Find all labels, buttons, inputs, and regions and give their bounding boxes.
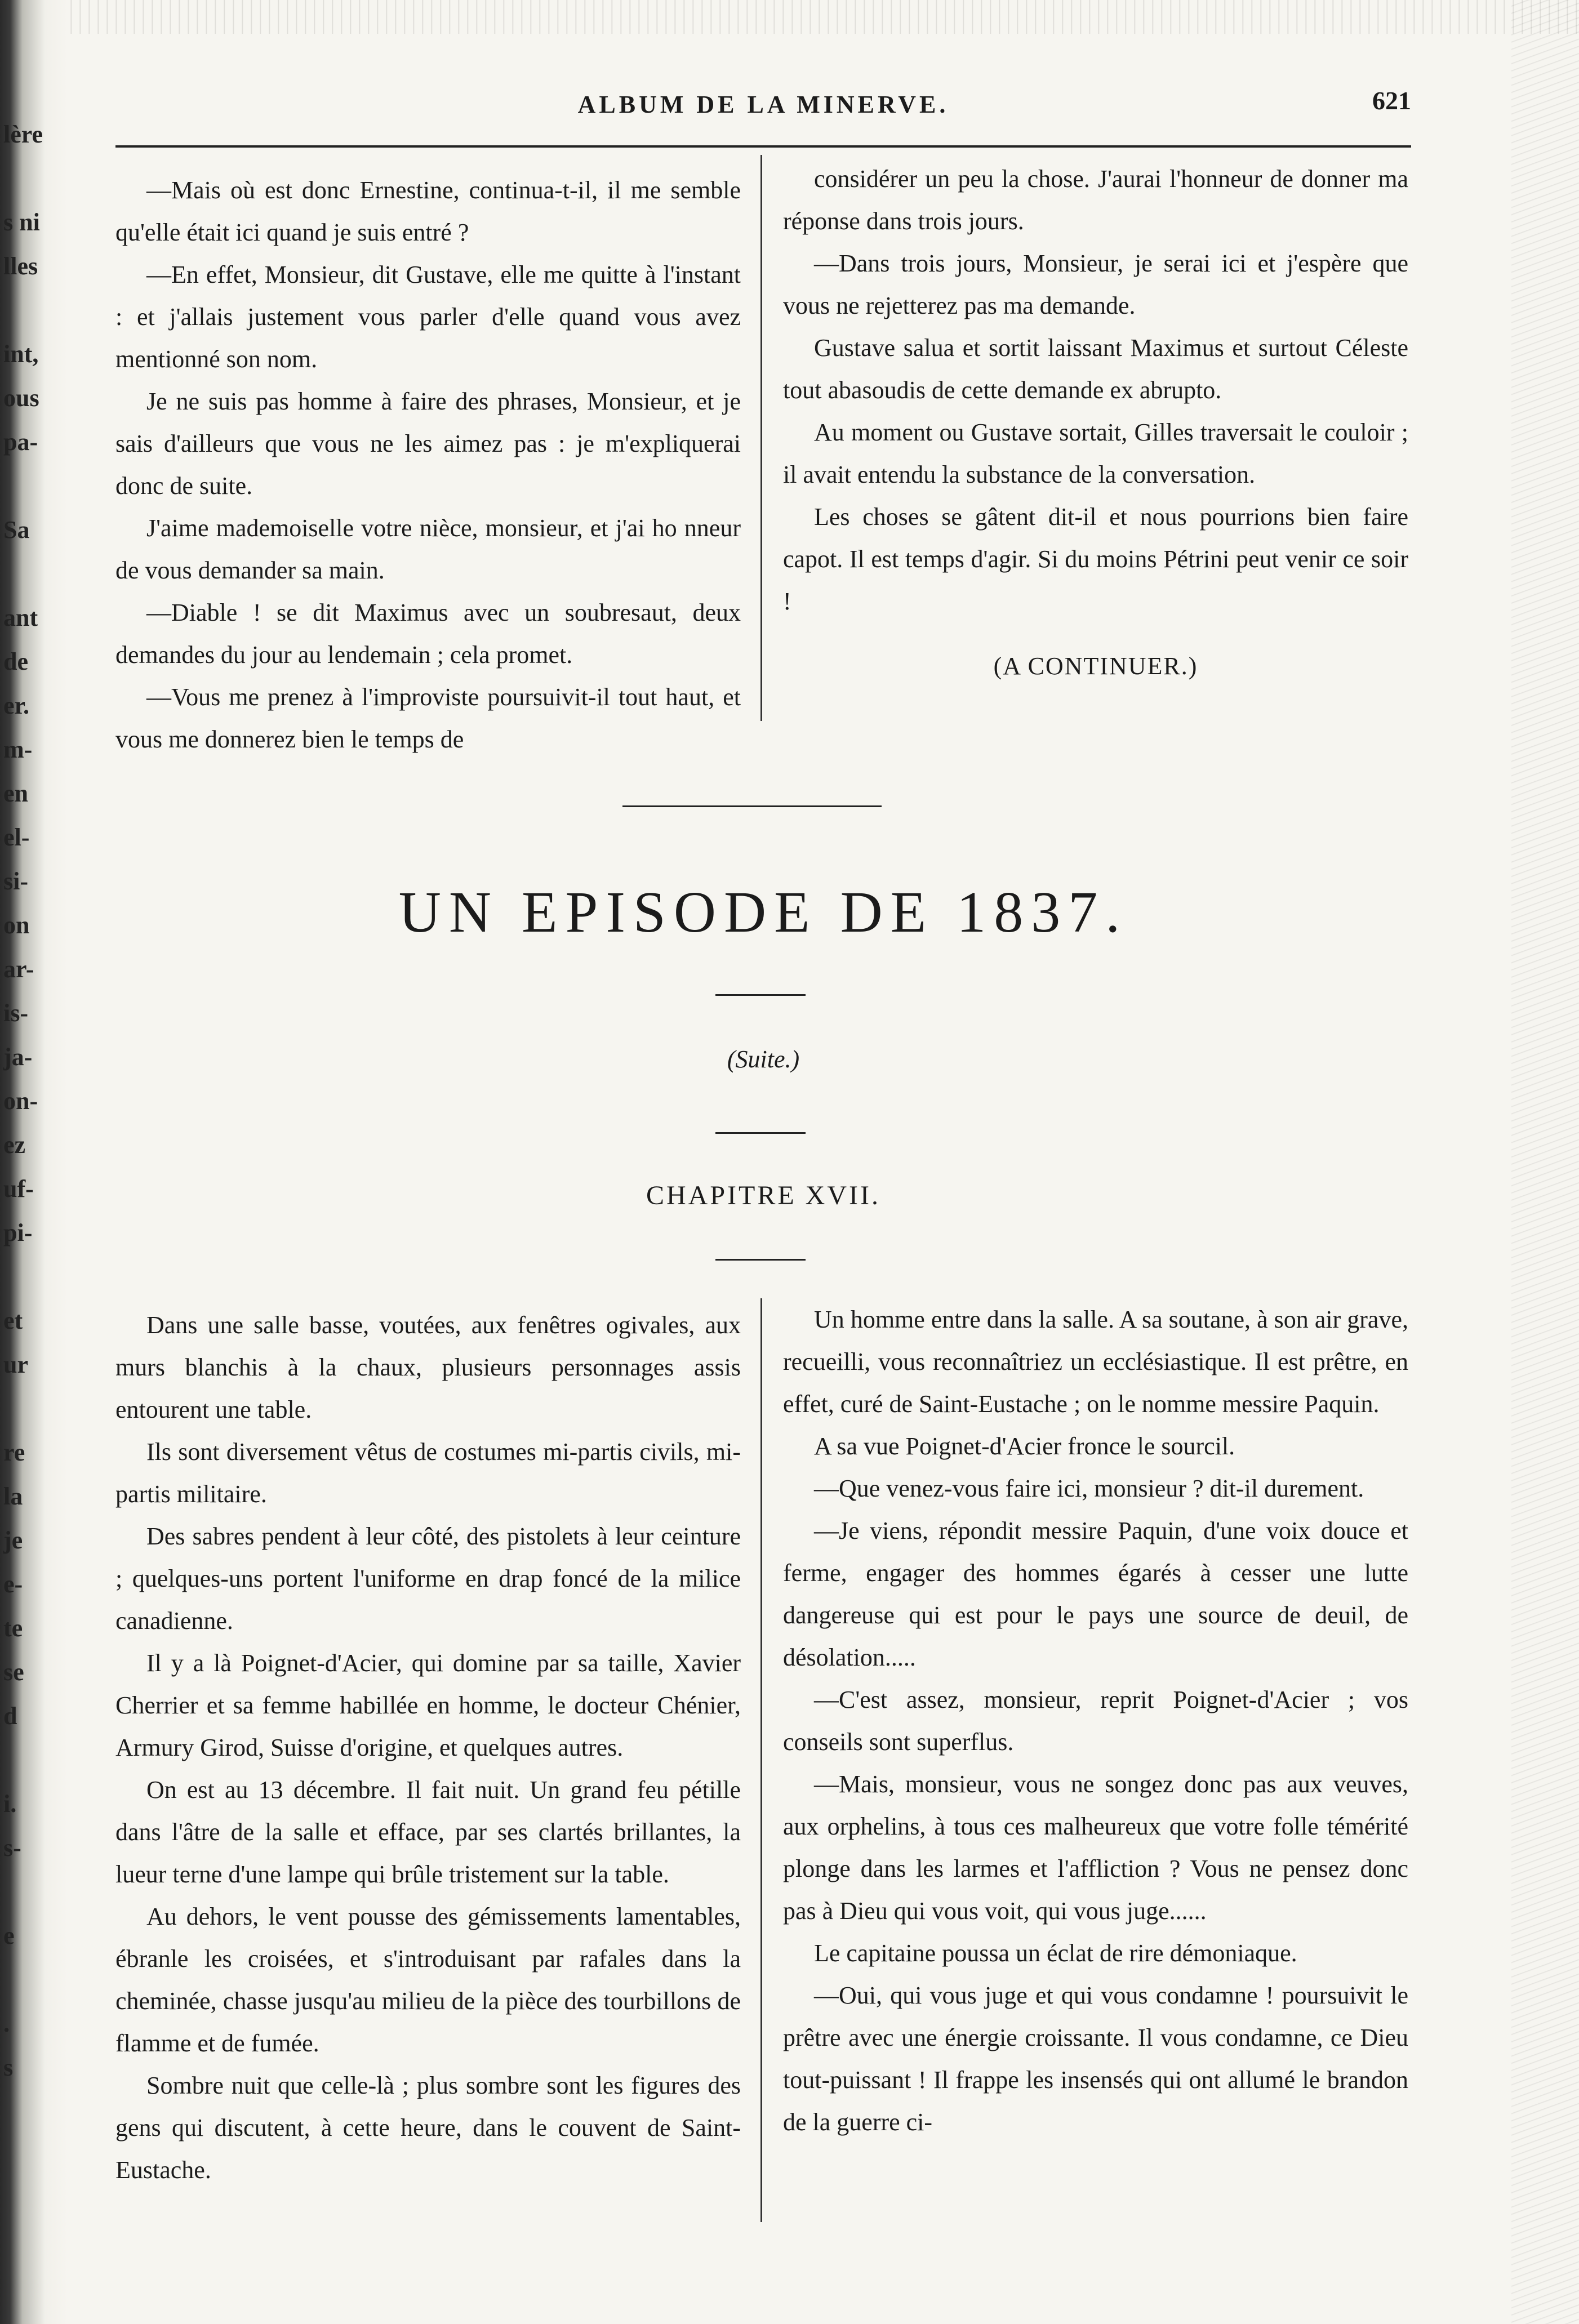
bleed-fragment: [0, 552, 56, 596]
paragraph: —Diable ! se dit Maximus avec un soubresaut, deux demandes du jour au lendemain ; cela promet.: [115, 599, 741, 669]
bleed-fragment: te: [3, 1614, 23, 1642]
bleed-fragment: je: [3, 1526, 23, 1554]
paragraph: Je ne suis pas homme à faire des phrases, Monsieur, et je sais d'ailleurs que vous ne les aimez pas : je m'expliquerai donc de suite.: [115, 388, 741, 500]
bleed-fragment: se: [3, 1658, 24, 1686]
bleed-fragment: is-: [3, 999, 28, 1027]
bleed-fragment: [0, 1958, 56, 2002]
title-rule: [715, 994, 806, 996]
paragraph: considérer un peu la chose. J'aurai l'honneur de donner ma réponse dans trois jours.: [783, 165, 1408, 235]
header-rule: [115, 145, 1411, 148]
bleed-fragment: el-: [3, 823, 30, 851]
paragraph: J'aime mademoiselle votre nièce, monsieur, et j'ai ho nneur de vous demander sa main.: [115, 514, 741, 584]
bleed-fragment: er.: [3, 692, 30, 719]
bleed-fragment: Sa: [3, 516, 30, 544]
bleed-fragment: la: [3, 1482, 23, 1510]
paragraph: —Mais où est donc Ernestine, continua-t-il, il me semble qu'elle était ici quand je suis entré ?: [115, 176, 741, 246]
bleed-fragment: m-: [3, 736, 33, 763]
chapter-heading: CHAPITRE XVII.: [646, 1181, 880, 1210]
bleed-fragment: s-: [3, 1834, 21, 1862]
bleed-fragment: [0, 1387, 56, 1431]
bleed-fragment: [0, 288, 56, 332]
bleed-fragment: [0, 1738, 56, 1782]
paragraph: Un homme entre dans la salle. A sa soutane, à son air grave, recueilli, vous reconnaîtriez un ecclésiastique. Il est prêtre, en effet, curé de Saint-Eustache ; on le nomme messire Paquin.: [783, 1306, 1408, 1418]
bleed-fragment: pa-: [3, 428, 38, 456]
continuation-note: (A CONTINUER.): [993, 652, 1198, 680]
paragraph: On est au 13 décembre. Il fait nuit. Un grand feu pétille dans l'âtre de la salle et efface, par ses clartés brillantes, la lueur terne d'une lampe qui brûle tristement sur la table.: [115, 1776, 741, 1888]
running-title: ALBUM DE LA MINERVE.: [577, 91, 949, 118]
bleed-fragment: i.: [3, 1790, 17, 1818]
paragraph: —Oui, qui vous juge et qui vous condamne ! poursuivit le prêtre avec une énergie croissante. Il vous condamne, ce Dieu tout-puissant ! Il frappe les insensés qui ont allumé le brandon de la guerre ci-: [783, 1982, 1408, 2136]
previous-page-bleed-text: [0, 113, 56, 2090]
bleed-fragment: ja-: [3, 1043, 33, 1071]
bleed-fragment: si-: [3, 867, 28, 895]
paragraph: Au dehors, le vent pousse des gémissements lamentables, ébranle les croisées, et s'introduisant par rafales dans la cheminée, chasse jusqu'au milieu de la pièce des tourbillons de flamme et de fumée.: [115, 1903, 741, 2057]
column-divider: [760, 155, 762, 721]
bleed-fragment: re: [3, 1439, 25, 1466]
paragraph: Sombre nuit que celle-là ; plus sombre sont les figures des gens qui discutent, à cette heure, dans le couvent de Saint-Eustache.: [115, 2072, 741, 2184]
paragraph: —Mais, monsieur, vous ne songez donc pas aux veuves, aux orphelins, à tous ces malheureux que votre folle témérité plonge dans les larmes et l'affliction ? Vous ne pensez donc pas à Dieu qui vous voit, qui vous juge......: [783, 1770, 1408, 1925]
bleed-fragment: en: [3, 780, 28, 807]
bleed-fragment: .: [3, 2010, 10, 2037]
bleed-fragment: pi-: [3, 1219, 33, 1246]
bleed-fragment: ar-: [3, 955, 34, 983]
paragraph: —En effet, Monsieur, dit Gustave, elle me quitte à l'instant : et j'allais justement vous parler d'elle quand vous avez mentionné son nom.: [115, 261, 741, 373]
bleed-fragment: lère: [3, 121, 43, 148]
paragraph: —C'est assez, monsieur, reprit Poignet-d'Acier ; vos conseils sont superflus.: [783, 1686, 1408, 1756]
article-subtitle: (Suite.): [727, 1045, 800, 1073]
bleed-fragment: et: [3, 1307, 23, 1334]
chapter-rule: [715, 1259, 806, 1261]
running-header: [115, 84, 1411, 130]
bleed-fragment: ez: [3, 1131, 26, 1159]
paragraph: Gustave salua et sortit laissant Maximus et surtout Céleste tout abasoudis de cette demande ex abrupto.: [783, 334, 1408, 404]
top-right-column: [783, 158, 1408, 721]
paragraph: Dans une salle basse, voutées, aux fenêtres ogivales, aux murs blanchis à la chaux, plusieurs personnages assis entourent une table.: [115, 1311, 741, 1423]
bleed-fragment: [0, 1870, 56, 1914]
bleed-fragment: e-: [3, 1570, 23, 1598]
paragraph: —Je viens, répondit messire Paquin, d'une voix douce et ferme, engager des hommes égarés à cesser une lutte dangereuse qui est pour le pays une source de deuil, de désolation.....: [783, 1517, 1408, 1671]
bleed-fragment: d: [3, 1702, 17, 1730]
bleed-fragment: e: [3, 1922, 15, 1949]
paragraph: —Vous me prenez à l'improviste poursuivit-il tout haut, et vous me donnerez bien le temps de: [115, 683, 741, 753]
top-left-column: [115, 169, 741, 760]
scan-noise-right: [1511, 0, 1579, 2324]
section-separator: [622, 805, 882, 807]
bleed-fragment: ant: [3, 604, 38, 631]
column-divider: [760, 1298, 762, 2222]
article-right-column: [783, 1298, 1408, 2222]
bleed-fragment: on-: [3, 1087, 38, 1115]
paragraph: Au moment ou Gustave sortait, Gilles traversait le couloir ; il avait entendu la substance de la conversation.: [783, 419, 1408, 488]
paragraph: —Que venez-vous faire ici, monsieur ? dit-il durement.: [814, 1475, 1364, 1502]
bleed-fragment: s ni: [3, 208, 40, 236]
paragraph: Des sabres pendent à leur côté, des pistolets à leur ceinture ; quelques-uns portent l'uniforme en drap foncé de la milice canadienne.: [115, 1522, 741, 1635]
bleed-fragment: ur: [3, 1351, 28, 1378]
bleed-fragment: lles: [3, 252, 38, 280]
article-title: UN EPISODE DE 1837.: [398, 880, 1128, 945]
bleed-fragment: [0, 464, 56, 508]
paragraph: Il y a là Poignet-d'Acier, qui domine par sa taille, Xavier Cherrier et sa femme habillée en homme, le docteur Chénier, Armury Girod, Suisse d'origine, et quelques autres.: [115, 1649, 741, 1761]
paragraph: Les choses se gâtent dit-il et nous pourrions bien faire capot. Il est temps d'agir. Si du moins Pétrini peut venir ce soir !: [783, 503, 1408, 615]
paragraph: Le capitaine poussa un éclat de rire démoniaque.: [814, 1939, 1297, 1967]
bleed-fragment: uf-: [3, 1175, 34, 1203]
bleed-fragment: int,: [3, 340, 39, 368]
bleed-fragment: on: [3, 911, 30, 939]
paragraph: Ils sont diversement vêtus de costumes mi-partis civils, mi-partis militaire.: [115, 1438, 741, 1508]
bleed-fragment: ous: [3, 384, 39, 412]
subtitle-rule: [715, 1132, 806, 1134]
article-left-column: [115, 1304, 741, 2228]
bleed-fragment: [0, 1255, 56, 1299]
page-number: 621: [1372, 86, 1411, 115]
scan-noise-top: [0, 0, 1579, 34]
paragraph: —Dans trois jours, Monsieur, je serai ici et j'espère que vous ne rejetterez pas ma demande.: [783, 250, 1408, 319]
bleed-fragment: de: [3, 648, 28, 675]
paragraph: A sa vue Poignet-d'Acier fronce le sourcil.: [814, 1432, 1235, 1460]
bleed-fragment: [0, 157, 56, 201]
bleed-fragment: s: [3, 2054, 14, 2081]
